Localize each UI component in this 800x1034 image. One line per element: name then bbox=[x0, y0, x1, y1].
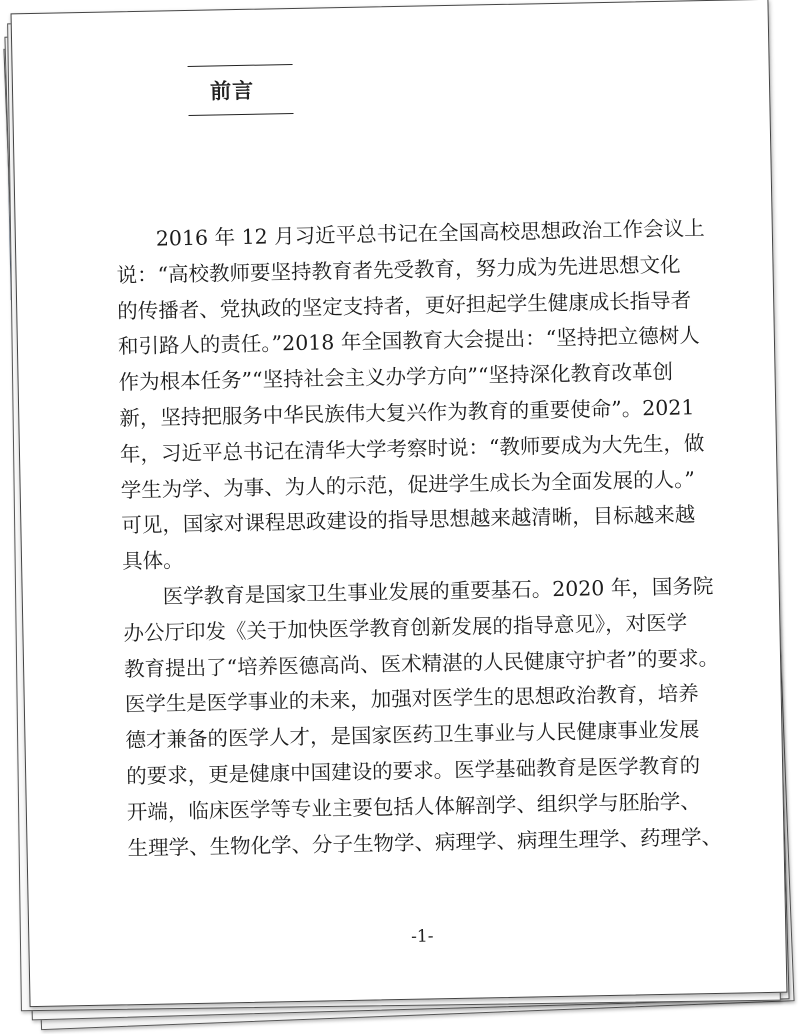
text-line: 2016 年 12 月习近平总书记在全国高校思想政治工作会议上 bbox=[155, 216, 705, 251]
text-line: 和引路人的责任。”2018 年全国教育大会提出：“坚持把立德树人 bbox=[117, 323, 700, 359]
text-line: 年，习近平总书记在清华大学考察时说：“教师要成为大先生，做 bbox=[119, 430, 705, 467]
text-line: 新，坚持把服务中华民族伟大复兴作为教育的重要使命”。2021 bbox=[119, 395, 695, 431]
text-line: 的传播者、党执政的坚定支持者，更好担起学生健康成长指导者 bbox=[117, 287, 692, 323]
section-heading bbox=[188, 64, 294, 116]
text-line: 开端，临床医学等专业主要包括人体解剖学、组织学与胚胎学、 bbox=[126, 789, 702, 825]
text-line: 作为根本任务”“坚持社会主义办学方向”“坚持深化教育改革创 bbox=[118, 359, 674, 395]
text-line: 说：“高校教师要坚持教育者先受教育，努力成为先进思想文化 bbox=[116, 252, 681, 288]
text-line: 的要求，更是健康中国建设的要求。医学基础教育是医学教育的 bbox=[125, 753, 701, 789]
text-line: 德才兼备的医学人才，是国家医药卫生事业与人民健康事业发展 bbox=[125, 717, 700, 753]
page-title: 前言 bbox=[209, 78, 255, 104]
text-line: 教育提出了“培养医德高尚、医术精湛的人民健康守护者”的要求。 bbox=[123, 645, 720, 681]
page-number: -1- bbox=[410, 926, 434, 947]
body-text bbox=[116, 211, 728, 867]
text-line: 医学生是医学事业的未来，加强对医学生的思想政治教育，培养 bbox=[124, 681, 699, 717]
text-line: 办公厅印发《关于加快医学教育创新发展的指导意见》，对医学 bbox=[123, 610, 688, 646]
text-line: 生理学、生物化学、分子生物学、病理学、病理生理学、药理学、 bbox=[127, 824, 723, 860]
paragraph bbox=[122, 569, 727, 867]
text-line: 医学教育是国家卫生事业发展的重要基石。2020 年，国务院 bbox=[162, 573, 714, 609]
text-line: 学生为学、为事、为人的示范，促进学生成长为全面发展的人。” bbox=[120, 466, 696, 502]
text-line: 可见，国家对课程思政建设的指导思想越来越清晰，目标越来越 bbox=[121, 502, 696, 538]
paragraph bbox=[116, 211, 723, 580]
text-line: 具体。 bbox=[121, 548, 184, 574]
document-page bbox=[11, 0, 788, 1007]
